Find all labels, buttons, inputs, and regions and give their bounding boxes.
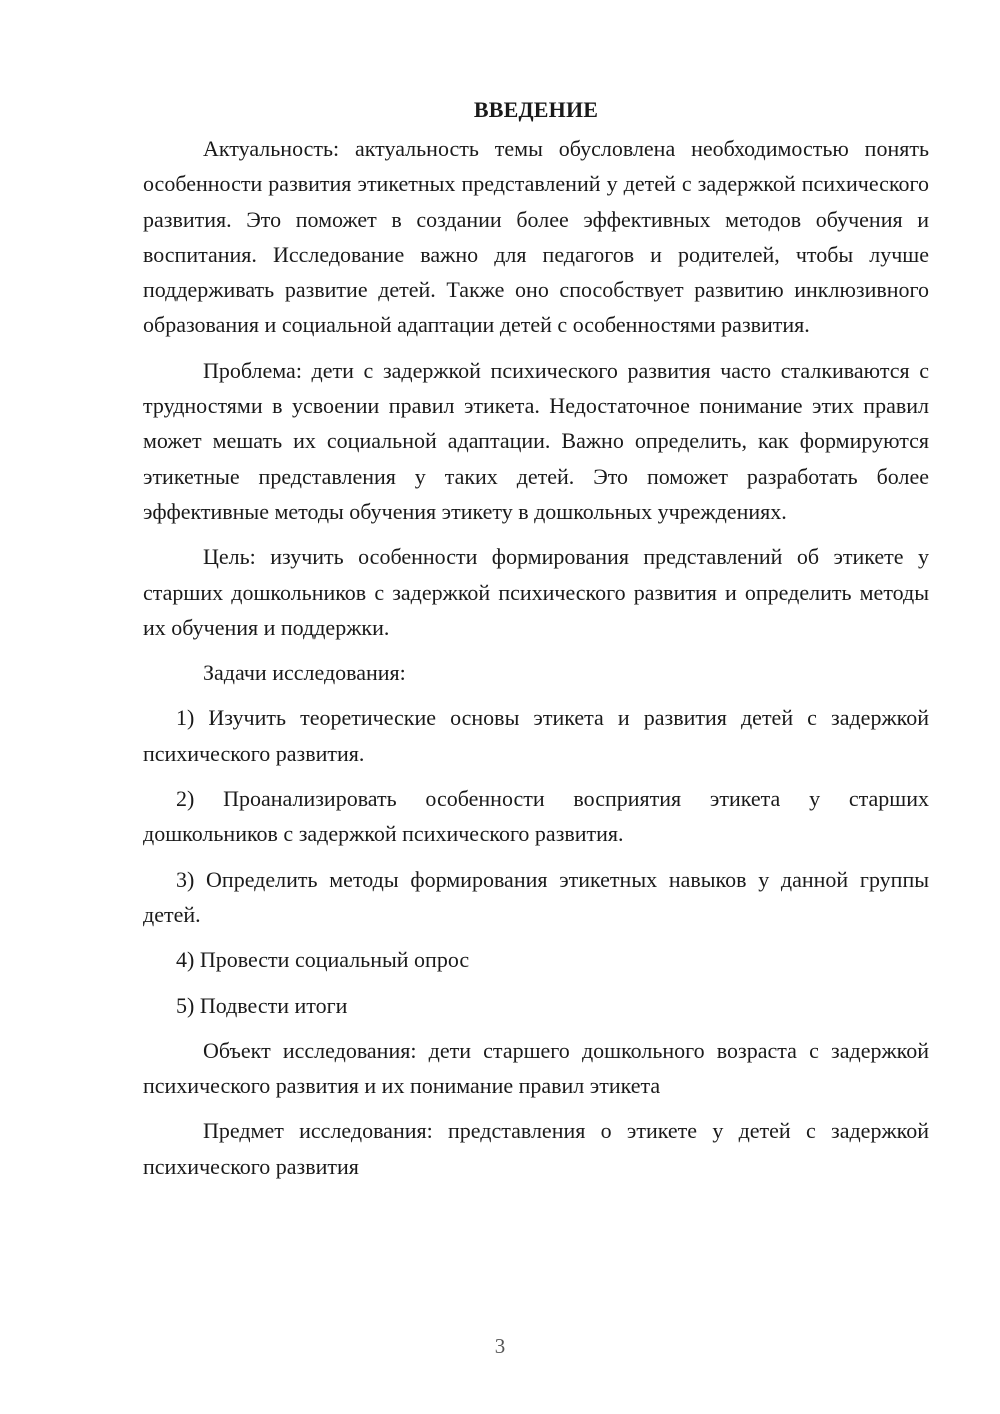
problem-paragraph: Проблема: дети с задержкой психического развития часто сталкиваются с трудностями в усвоении правил этикета. Недостаточное понимание этих правил может мешать их социальной адаптации. Важно определить, как формируются этикетные представления у таких детей. Это поможет разработать более эффективные методы обучения этикету в дошкольных учреждениях. [143, 357, 929, 524]
tasks-heading: Задачи исследования: [203, 660, 406, 686]
page-number: 3 [494, 1334, 506, 1358]
task-item-1: 1) Изучить теоретические основы этикета и развития детей с задержкой психического развития. [143, 705, 929, 766]
task-item-5: 5) Подвести итоги [176, 992, 348, 1018]
goal-paragraph: Цель: изучить особенности формирования представлений об этикете у старших дошкольников с задержкой психического развития и определить методы их обучения и поддержки. [143, 544, 929, 640]
relevance-paragraph: Актуальность: актуальность темы обусловлена необходимостью понять особенности развития этикетных представлений у детей с задержкой психического развития. Это поможет в создании более эффективных методов обучения и воспитания. Исследование важно для педагогов и родителей, чтобы лучше поддерживать развитие детей. Также оно способствует развитию инклюзивного образования и социальной адаптации детей с особенностями развития. [143, 136, 929, 338]
page-title: ВВЕДЕНИЕ [473, 97, 599, 122]
task-item-3: 3) Определить методы формирования этикетных навыков у данной группы детей. [143, 866, 929, 927]
subject-paragraph: Предмет исследования: представления о этикете у детей с задержкой психического развития [143, 1118, 929, 1179]
task-item-2: 2) Проанализировать особенности восприятия этикета у старших дошкольников с задержкой психического развития. [143, 786, 929, 847]
task-item-4: 4) Провести социальный опрос [176, 947, 470, 973]
page-content [143, 92, 929, 1194]
object-paragraph: Объект исследования: дети старшего дошкольного возраста с задержкой психического развития и их понимание правил этикета [143, 1037, 929, 1099]
